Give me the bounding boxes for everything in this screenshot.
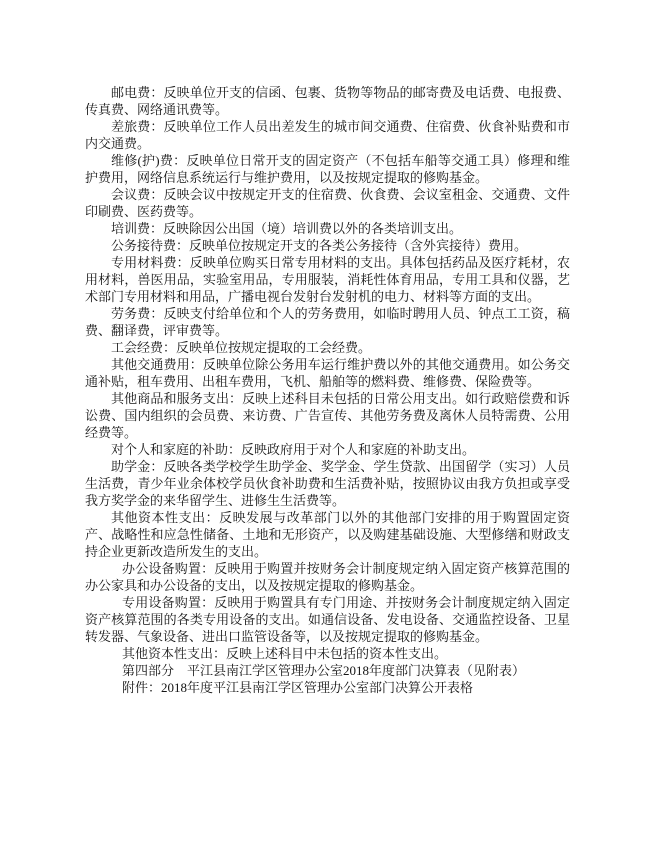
paragraph-union-funds: 工会经费：反映单位按规定提取的工会经费。 <box>111 340 372 355</box>
paragraph-grants: 助学金：反映各类学校学生助学金、奖学金、学生贷款、出国留学（实习）人员生活费，青少年业余体校学员伙食补助费和生活费补贴，按照协议由我方负担或享受我方奖学金的来华留学生、进修生生活费等。 <box>85 459 570 508</box>
paragraph-labor-fee: 劳务费：反映支付给单位和个人的劳务费用，如临时聘用人员、钟点工工资，稿费、翻译费，评审费等。 <box>85 306 570 338</box>
paragraph-other-goods-services: 其他商品和服务支出：反映上述科目未包括的日常公用支出。如行政赔偿费和诉讼费、国内组织的会员费、来访费、广告宣传、其他劳务费及离休人员特需费、公用经费等。 <box>85 391 570 440</box>
paragraph-postal-fee: 邮电费：反映单位开支的信函、包裹、货物等物品的邮寄费及电话费、电报费、传真费、网络通讯费等。 <box>85 85 570 117</box>
paragraph-attachment-note: 附件：2018年度平江县南江学区管理办公室部门决算公开表格 <box>122 680 474 695</box>
paragraph-other-capital-expenditure-2: 其他资本性支出：反映上述科目中未包括的资本性支出。 <box>122 646 448 661</box>
paragraph-subsidies-individuals-families: 对个人和家庭的补助：反映政府用于对个人和家庭的补助支出。 <box>111 442 476 457</box>
paragraph-special-equipment-purchase: 专用设备购置：反映用于购置具有专门用途、并按财务会计制度规定纳入固定资产核算范围的各类专用设备的支出。如通信设备、发电设备、交通监控设备、卫星转发器、气象设备、进出口监管设备等，以及按规定提取的修购基金。 <box>85 595 570 644</box>
paragraph-meeting-fee: 会议费：反映会议中按规定开支的住宿费、伙食费、会议室租金、交通费、文件印刷费、医药费等。 <box>85 187 570 219</box>
paragraph-official-reception-fee: 公务接待费：反映单位按规定开支的各类公务接待（含外宾接待）费用。 <box>111 238 528 253</box>
paragraph-other-transport-fee: 其他交通费用：反映单位除公务用车运行维护费以外的其他交通费用。如公务交通补贴，租车费用、出租车费用，飞机、船舶等的燃料费、维修费、保险费等。 <box>85 357 570 389</box>
paragraph-office-equipment-purchase: 办公设备购置：反映用于购置并按财务会计制度规定纳入固定资产核算范围的办公家具和办公设备的支出，以及按规定提取的修购基金。 <box>85 561 570 593</box>
paragraph-special-materials-fee: 专用材料费：反映单位购买日常专用材料的支出。具体包括药品及医疗耗材，农用材料，兽医用品，实验室用品，专用服装，消耗性体育用品，专用工具和仪器，艺术部门专用材料和用品，广播电视台发射台发射机的电力、材料等方面的支出。 <box>85 255 570 304</box>
paragraph-maintenance-fee: 维修(护)费：反映单位日常开支的固定资产（不包括车船等交通工具）修理和维护费用，网络信息系统运行与维护费用，以及按规定提取的修购基金。 <box>85 153 570 185</box>
paragraph-travel-fee: 差旅费：反映单位工作人员出差发生的城市间交通费、住宿费、伙食补贴费和市内交通费。 <box>85 119 570 151</box>
paragraph-training-fee: 培训费：反映除因公出国（境）培训费以外的各类培训支出。 <box>111 221 463 236</box>
paragraph-other-capital-expenditure-1: 其他资本性支出：反映发展与改革部门以外的其他部门安排的用于购置固定资产、战略性和应急性储备、土地和无形资产，以及购建基础设施、大型修缮和财政支持企业更新改造所发生的支出。 <box>85 510 570 559</box>
paragraph-part-four-heading: 第四部分 平江县南江学区管理办公室2018年度部门决算表（见附表） <box>122 663 526 678</box>
